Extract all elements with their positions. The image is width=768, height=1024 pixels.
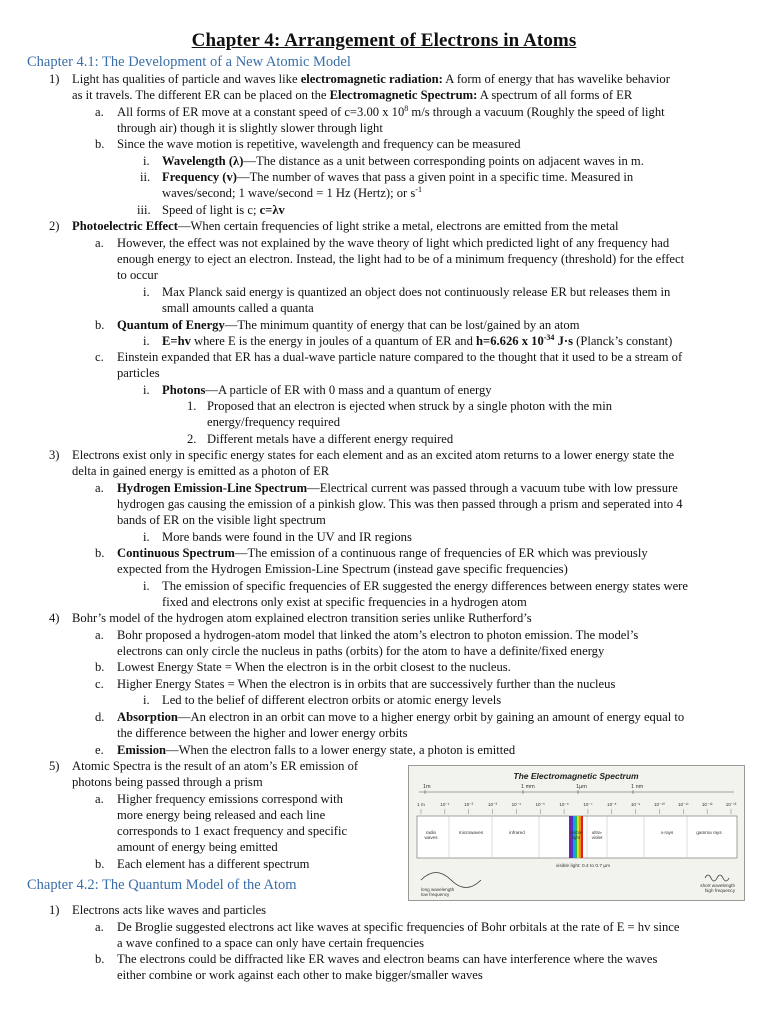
wavelength-tick-label: 10⁻³ — [487, 802, 498, 807]
text-line: Absorption—An electron in an orbit can move to a higher energy orbit by gaining an amount of energy equal to — [117, 710, 685, 724]
text-line: Electrons exist only in specific energy states for each element and as an excited atom returns to a lower energy state the — [72, 448, 675, 462]
wavelength-tick-label: 1 m — [417, 802, 425, 807]
band-label: infrared — [509, 830, 525, 835]
list-marker: a. — [95, 481, 104, 495]
text-line: Higher Energy States = When the electron is in orbits that are successively further than the nucleus — [117, 677, 616, 691]
text-line: waves/second; 1 wave/second = 1 Hz (Hertz); or $s^{-1}$ — [162, 184, 422, 200]
wavelength-tick-label: 10⁻⁸ — [607, 802, 617, 807]
text-line: corresponds to 1 exact frequency and specific — [117, 824, 348, 838]
page-title: Chapter 4: Arrangement of Electrons in Atoms — [191, 30, 577, 51]
text-line: either combine or work against each other to make bigger/smaller waves — [117, 968, 483, 982]
text-line: Higher frequency emissions correspond with — [117, 792, 343, 806]
wavelength-tick-label: 10⁻⁵ — [535, 802, 545, 807]
electromagnetic-spectrum-figure — [408, 765, 745, 901]
left-caption-line2: low frequency — [421, 892, 450, 897]
list-marker: i. — [143, 579, 150, 593]
text-line: more energy being released and each line — [117, 808, 326, 822]
text-line: delta in gained energy is emitted as a photon of ER — [72, 464, 330, 478]
list-marker: 4) — [49, 611, 60, 625]
top-scale-label: 1 nm — [631, 784, 644, 790]
band-label: waves — [424, 835, 438, 840]
text-line: Wavelength (λ)—The distance as a unit between corresponding points on adjacent waves in m. — [162, 154, 644, 168]
text-line: Speed of light is c; c=λv — [162, 203, 285, 217]
text-line: The emission of specific frequencies of ER suggested the energy differences between energy states were — [162, 579, 688, 593]
text-line: energy/frequency required — [207, 415, 340, 429]
text-line: amount of energy being emitted — [117, 840, 278, 854]
text-line: particles — [117, 366, 160, 380]
visible-light-stripe — [581, 816, 583, 858]
list-marker: 2. — [187, 432, 197, 446]
text-line: enough energy to eject an electron. Instead, the light had to be of a minimum frequency (threshold) for the effect — [117, 252, 685, 266]
list-marker: c. — [95, 350, 104, 364]
text-line: However, the effect was not explained by the wave theory of light which predicted light of any frequency had — [117, 236, 670, 250]
text-line: All forms of ER move at a constant speed of c=3.00 x $10^8$ m/s through a vacuum (Roughly the speed of light — [117, 103, 665, 119]
band-label: visible — [569, 830, 583, 835]
top-scale-label: 1 mm — [521, 784, 535, 790]
list-marker: i. — [143, 530, 150, 544]
wavelength-tick-label: 10⁻¹⁰ — [654, 802, 665, 807]
text-line: Photoelectric Effect—When certain frequencies of light strike a metal, electrons are emitted from the metal — [72, 219, 619, 233]
section-heading-4-2: Chapter 4.2: The Quantum Model of the Atom — [27, 877, 297, 893]
text-line: The electrons could be diffracted like ER waves and electron beams can have interference where the waves — [117, 952, 658, 966]
band-label: radio — [425, 830, 437, 835]
list-marker: a. — [95, 792, 104, 806]
text-line: Bohr proposed a hydrogen-atom model that linked the atom’s electron to photon emission. The model’s — [117, 628, 639, 642]
text-line: Atomic Spectra is the result of an atom’s ER emission of — [72, 759, 359, 773]
band-label: microwaves — [458, 830, 484, 835]
wavelength-tick-label: 10⁻¹² — [701, 802, 713, 807]
text-line: Emission—When the electron falls to a lower energy state, a photon is emitted — [117, 743, 516, 757]
text-line: as it travels. The different ER can be placed on the Electromagnetic Spectrum: A spectrum of all forms of ER — [72, 88, 633, 102]
list-marker: i. — [143, 383, 150, 397]
wavelength-tick-label: 10⁻¹¹ — [678, 802, 689, 807]
wavelength-tick-label: 10⁻¹³ — [725, 802, 737, 807]
short-wave-icon — [705, 875, 729, 881]
list-marker: a. — [95, 105, 104, 119]
text-line: Photons—A particle of ER with 0 mass and a quantum of energy — [162, 383, 492, 397]
wavelength-tick-label: 10⁻⁶ — [559, 802, 569, 807]
text-line: through air) though it is slightly slower through light — [117, 121, 383, 135]
long-wave-icon — [421, 873, 481, 888]
text-line: to occur — [117, 268, 158, 282]
wavelength-tick-label: 10⁻² — [464, 802, 474, 807]
list-marker: a. — [95, 236, 104, 250]
text-line: Hydrogen Emission-Line Spectrum—Electrical current was passed through a vacuum tube with low pressure — [117, 481, 678, 495]
list-marker: 1) — [49, 903, 60, 917]
top-scale-label: 1µm — [576, 784, 587, 790]
wavelength-tick-label: 10⁻⁴ — [511, 802, 522, 807]
band-label: gamma rays — [696, 830, 722, 835]
text-line: hydrogen gas causing the emission of a pinkish glow. This was then passed through a prism and seperated into 4 — [117, 497, 683, 511]
right-caption-line1: short wavelength — [700, 883, 735, 888]
text-line: Continuous Spectrum—The emission of a continuous range of frequencies of ER which was previously — [117, 546, 648, 560]
figure-title: The Electromagnetic Spectrum — [513, 771, 639, 781]
list-marker: i. — [143, 334, 150, 348]
band-label: light — [571, 835, 581, 840]
list-marker: a. — [95, 920, 104, 934]
spectrum-diagram — [409, 766, 744, 900]
list-marker: i. — [143, 693, 150, 707]
text-line: expected from the Hydrogen Emission-Line Spectrum (instead gave specific frequencies) — [117, 562, 568, 576]
top-scale — [423, 784, 644, 794]
text-line: Einstein expanded that ER has a dual-wave particle nature compared to the thought that it used to be a stream of — [117, 350, 683, 364]
text-line: small amounts called a quanta — [162, 301, 314, 315]
list-marker: iii. — [137, 203, 151, 217]
list-marker: a. — [95, 628, 104, 642]
top-scale-label: 1m — [423, 784, 431, 790]
text-line: the difference between the higher and lower energy orbits — [117, 726, 408, 740]
text-line: fixed and electrons only exist at specific frequencies in a hydrogen atom — [162, 595, 527, 609]
list-marker: 3) — [49, 448, 60, 462]
list-marker: b. — [95, 660, 105, 674]
wavelength-tick-label: 10⁻⁹ — [630, 802, 641, 807]
list-marker: e. — [95, 743, 104, 757]
right-caption-line2: high frequency — [704, 888, 735, 893]
list-marker: b. — [95, 952, 105, 966]
left-caption-line1: long wavelength — [421, 887, 455, 892]
text-line: Electrons acts like waves and particles — [72, 903, 267, 917]
text-line: Frequency (v)—The number of waves that pass a given point in a specific time. Measured in — [162, 170, 634, 184]
text-line: a wave confined to a space can only have certain frequencies — [117, 936, 424, 950]
wavelength-tick-label: 10⁻⁷ — [583, 802, 593, 807]
text-line: More bands were found in the UV and IR regions — [162, 530, 412, 544]
band-label: violet — [591, 835, 603, 840]
list-marker: 1) — [49, 72, 60, 86]
list-marker: i. — [143, 154, 150, 168]
list-marker: b. — [95, 546, 105, 560]
text-line: bands of ER on the visible light spectrum — [117, 513, 326, 527]
text-line: Bohr’s model of the hydrogen atom explained electron transition series unlike Rutherford’s — [72, 611, 532, 625]
text-line: E=hv where E is the energy in joules of a quantum of ER and h=6.626 x $10^{-34}$ J·s (Planck’s constant) — [162, 332, 673, 348]
list-marker: ii. — [140, 170, 151, 184]
text-line: Different metals have a different energy required — [207, 432, 454, 446]
text-line: Proposed that an electron is ejected when struck by a single photon with the min — [207, 399, 613, 413]
list-marker: b. — [95, 318, 105, 332]
list-marker: b. — [95, 137, 105, 151]
text-line: Quantum of Energy—The minimum quantity of energy that can be lost/gained by an atom — [117, 318, 580, 332]
list-marker: 5) — [49, 759, 60, 773]
list-marker: d. — [95, 710, 105, 724]
text-line: Lowest Energy State = When the electron is in the orbit closest to the nucleus. — [117, 660, 511, 674]
text-line: Light has qualities of particle and waves like electromagnetic radiation: A form of energy that has wavelike behavior — [72, 72, 670, 86]
list-marker: 1. — [187, 399, 197, 413]
text-line: photons being passed through a prism — [72, 775, 263, 789]
text-line: electrons can only circle the nucleus in paths (orbits) for the atom to have a definite/fixed energy — [117, 644, 605, 658]
visible-light-note: visible light: 0.4 to 0.7 µm — [555, 864, 611, 869]
band-label: x-rays — [660, 830, 674, 835]
list-marker: i. — [143, 285, 150, 299]
text-line: Each element has a different spectrum — [117, 857, 310, 871]
tick-row — [417, 802, 737, 814]
section-heading-4-1: Chapter 4.1: The Development of a New Atomic Model — [27, 54, 351, 70]
wavelength-tick-label: 10⁻¹ — [440, 802, 450, 807]
text-line: Since the wave motion is repetitive, wavelength and frequency can be measured — [117, 137, 521, 151]
text-line: De Broglie suggested electrons act like waves at specific frequencies of Bohr orbitals at the rate of E = hv since — [117, 920, 680, 934]
text-line: Led to the belief of different electron orbits or atomic energy levels — [162, 693, 502, 707]
visible-light-stripe — [569, 816, 571, 858]
band-label: ultra- — [591, 830, 603, 835]
list-marker: 2) — [49, 219, 60, 233]
list-marker: c. — [95, 677, 104, 691]
list-marker: b. — [95, 857, 105, 871]
text-line: Max Planck said energy is quantized an object does not continuously release ER but releases them in — [162, 285, 671, 299]
